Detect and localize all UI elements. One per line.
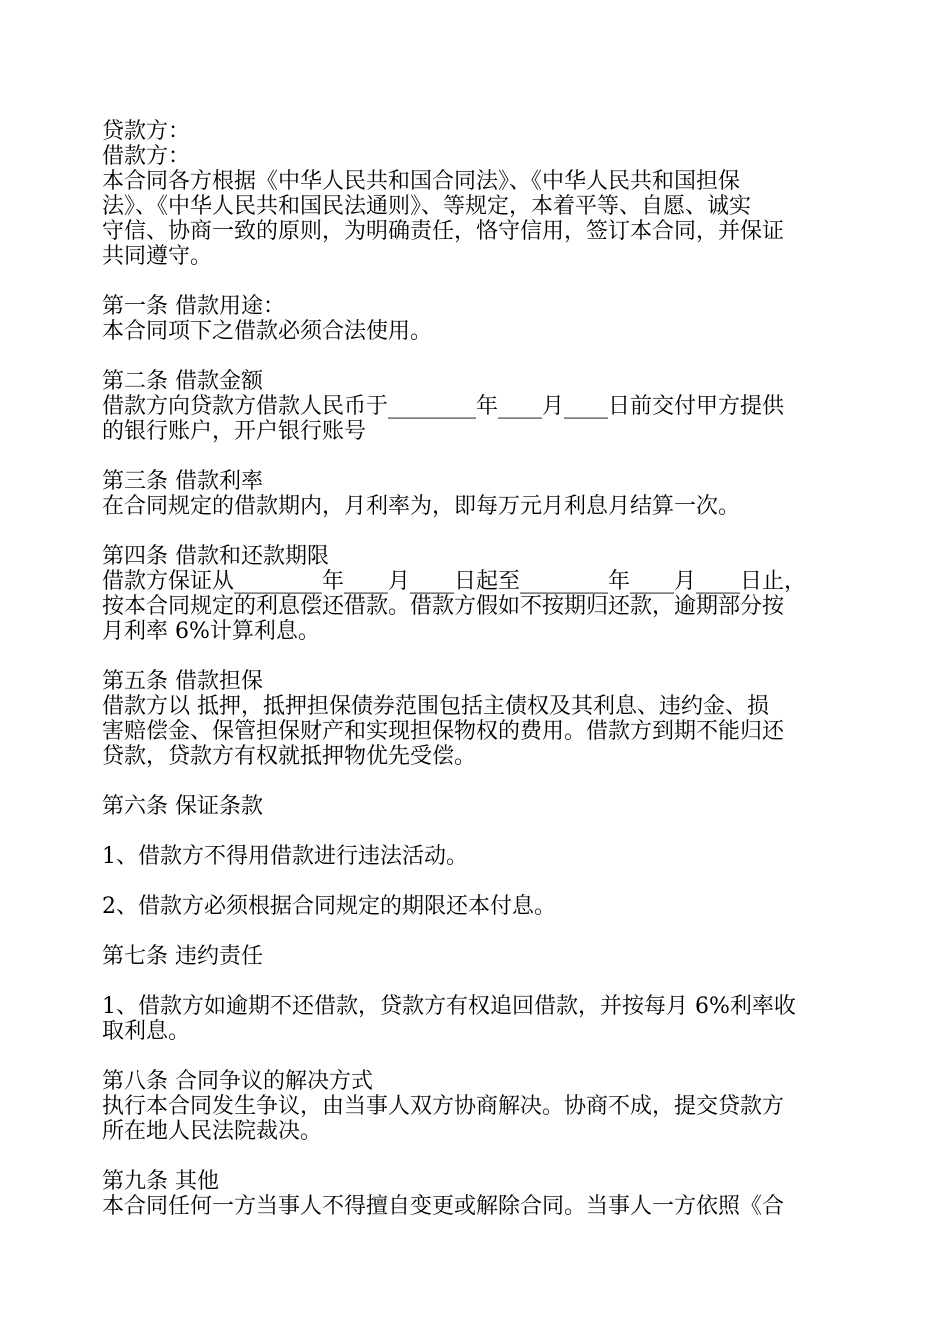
article-2-text-1: 借款方向贷款方借款人民币于________年____月____日前交付甲方提供 bbox=[102, 394, 785, 419]
article-9-title: 第九条 其他 bbox=[102, 1169, 219, 1194]
blank-line bbox=[102, 769, 854, 794]
preamble-line-4: 共同遵守。 bbox=[102, 244, 213, 269]
article-6-item-1: 1、借款方不得用借款进行违法活动。 bbox=[102, 844, 468, 869]
article-3-text: 在合同规定的借款期内，月利率为，即每万元月利息月结算一次。 bbox=[102, 494, 741, 519]
article-2-title: 第二条 借款金额 bbox=[102, 369, 263, 394]
preamble-line-2: 法》、《中华人民共和国民法通则》、等规定，本着平等、自愿、诚实 bbox=[102, 194, 752, 219]
article-8-text-1: 执行本合同发生争议，由当事人双方协商解决。协商不成，提交贷款方 bbox=[102, 1094, 785, 1119]
preamble-line-3: 守信、协商一致的原则，为明确责任，恪守信用，签订本合同，并保证 bbox=[102, 219, 785, 244]
article-5-title: 第五条 借款担保 bbox=[102, 669, 263, 694]
article-4-text-1: 借款方保证从________年____月____日起至________年____月____日止， bbox=[102, 569, 807, 594]
blank-line bbox=[102, 869, 854, 894]
blank-line bbox=[102, 444, 854, 469]
blank-line bbox=[102, 1144, 854, 1169]
contract-text bbox=[102, 119, 854, 1219]
article-1-title: 第一条 借款用途： bbox=[102, 294, 285, 319]
article-6-title: 第六条 保证条款 bbox=[102, 794, 263, 819]
article-4-title: 第四条 借款和还款期限 bbox=[102, 544, 329, 569]
blank-line bbox=[102, 269, 854, 294]
borrower-line: 借款方： bbox=[102, 144, 191, 169]
article-5-text-3: 贷款，贷款方有权就抵押物优先受偿。 bbox=[102, 744, 477, 769]
article-4-text-2: 按本合同规定的利息偿还借款。借款方假如不按期归还款，逾期部分按 bbox=[102, 594, 785, 619]
article-1-text: 本合同项下之借款必须合法使用。 bbox=[102, 319, 433, 344]
preamble-line-1: 本合同各方根据《中华人民共和国合同法》、《中华人民共和国担保 bbox=[102, 169, 741, 194]
blank-line bbox=[102, 969, 854, 994]
article-7-title: 第七条 违约责任 bbox=[102, 944, 263, 969]
blank-line bbox=[102, 819, 854, 844]
blank-line bbox=[102, 644, 854, 669]
article-9-text-1: 本合同任何一方当事人不得擅自变更或解除合同。当事人一方依照《合 bbox=[102, 1194, 785, 1219]
article-6-item-2: 2、借款方必须根据合同规定的期限还本付息。 bbox=[102, 894, 556, 919]
article-7-item-1-line-2: 取利息。 bbox=[102, 1019, 191, 1044]
lender-line: 贷款方： bbox=[102, 119, 191, 144]
article-4-text-3: 月利率 6%计算利息。 bbox=[102, 619, 320, 644]
article-8-text-2: 所在地人民法院裁决。 bbox=[102, 1119, 323, 1144]
article-5-text-2: 害赔偿金、保管担保财产和实现担保物权的费用。借款方到期不能归还 bbox=[102, 719, 785, 744]
article-8-title: 第八条 合同争议的解决方式 bbox=[102, 1069, 373, 1094]
article-2-text-2: 的银行账户，开户银行账号 bbox=[102, 419, 367, 444]
article-7-item-1-line-1: 1、借款方如逾期不还借款，贷款方有权追回借款，并按每月 6%利率收 bbox=[102, 994, 796, 1019]
article-3-title: 第三条 借款利率 bbox=[102, 469, 263, 494]
article-5-text-1: 借款方以 抵押，抵押担保债券范围包括主债权及其利息、违约金、损 bbox=[102, 694, 769, 719]
blank-line bbox=[102, 1044, 854, 1069]
blank-line bbox=[102, 919, 854, 944]
blank-line bbox=[102, 519, 854, 544]
blank-line bbox=[102, 344, 854, 369]
